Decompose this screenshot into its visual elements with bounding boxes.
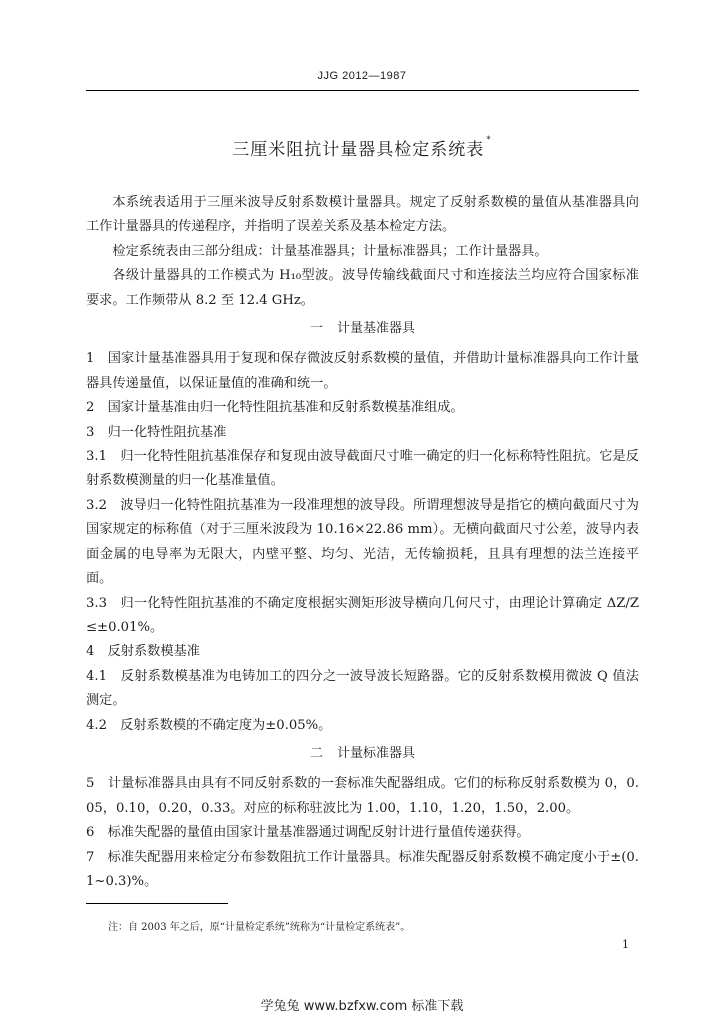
section-number: 一: [309, 321, 323, 337]
clause-paragraph: 4.1 反射系数模基准为电铸加工的四分之一波导波长短路器。它的反射系数模用微波 Q 值法测定。: [86, 668, 639, 709]
clause-paragraph: 4.2 反射系数模的不确定度为±0.05%。: [86, 717, 332, 733]
section-title: 计量基准器具: [337, 321, 416, 337]
intro-paragraph: 检定系统表由三部分组成：计量基准器具；计量标准器具；工作计量器具。: [112, 243, 548, 259]
clause-paragraph: 4 反射系数模基准: [86, 644, 200, 660]
clause-paragraph: 7 标准失配器用来检定分布参数阻抗工作计量器具。标准失配器反射系数模不确定度小于±(0.1~0.3)%。: [86, 849, 639, 889]
clause-paragraph: 1 国家计量基准器具用于复现和保存微波反射系数模的量值，并借助计量标准器具向工作计量器具传递量值，以保证量值的准确和统一。: [86, 351, 639, 391]
clause-paragraph: 3.1 归一化特性阻抗基准保存和复现由波导截面尺寸唯一确定的归一化标称特性阻抗。它是反射系数模测量的归一化基准量值。: [86, 449, 639, 489]
footnote-rule: [86, 903, 228, 904]
section-number: 二: [309, 745, 323, 761]
page-title: [0, 135, 724, 160]
clause-paragraph: 5 计量标准器具由具有不同反射系数的一套标准失配器组成。它们的标称反射系数模为 0，0.05，0.10，0.20，0.33。对应的标称驻波比为 1.00，1.10，1.20，1.50，2.00。: [86, 776, 639, 816]
intro-paragraph: 各级计量器具的工作模式为 H₁₀型波。波导传输线截面尺寸和连接法兰均应符合国家标准要求。工作频带从 8.2 至 12.4 GHz。: [86, 268, 639, 308]
section-title: 计量标准器具: [337, 745, 416, 761]
page-number: 1: [622, 938, 629, 951]
document-body: [86, 191, 639, 894]
site-watermark: 学兔兔 www.bzfxw.com 标准下载: [260, 999, 464, 1014]
section-heading-1: [86, 317, 639, 341]
title-footnote-marker: *: [486, 135, 492, 145]
intro-paragraph: 本系统表适用于三厘米波导反射系数模计量器具。规定了反射系数模的量值从基准器具向工作计量器具的传递程序，并指明了误差关系及基本检定方法。: [86, 195, 639, 235]
title-text: 三厘米阻抗计量器具检定系统表: [232, 140, 485, 160]
clause-paragraph: 2 国家计量基准由归一化特性阻抗基准和反射系数模基准组成。: [86, 400, 464, 416]
footnote: 注：自 2003 年之后，原“计量检定系统”统称为“计量检定系统表”。: [108, 922, 411, 933]
clause-paragraph: 6 标准失配器的量值由国家计量基准器通过调配反射计进行量值传递获得。: [86, 825, 530, 841]
header-rule: [86, 90, 639, 91]
clause-paragraph: 3.2 波导归一化特性阻抗基准为一段准理想的波导段。所谓理想波导是指它的横向截面尺寸为国家规定的标称值（对于三厘米波段为 10.16×22.86 mm）。无横向截面尺寸公差，波导内表面金属的电导率为无限大，内壁平整、均匀、光洁，无传输损耗，且具有理想的法兰连接平面。: [86, 497, 639, 587]
section-heading-2: [86, 742, 639, 766]
clause-paragraph: 3 归一化特性阻抗基准: [86, 424, 227, 440]
clause-paragraph: 3.3 归一化特性阻抗基准的不确定度根据实测矩形波导横向几何尺寸，由理论计算确定 ΔZ/Z≤±0.01%。: [86, 595, 639, 635]
standard-code: JJG 2012—1987: [317, 70, 407, 82]
